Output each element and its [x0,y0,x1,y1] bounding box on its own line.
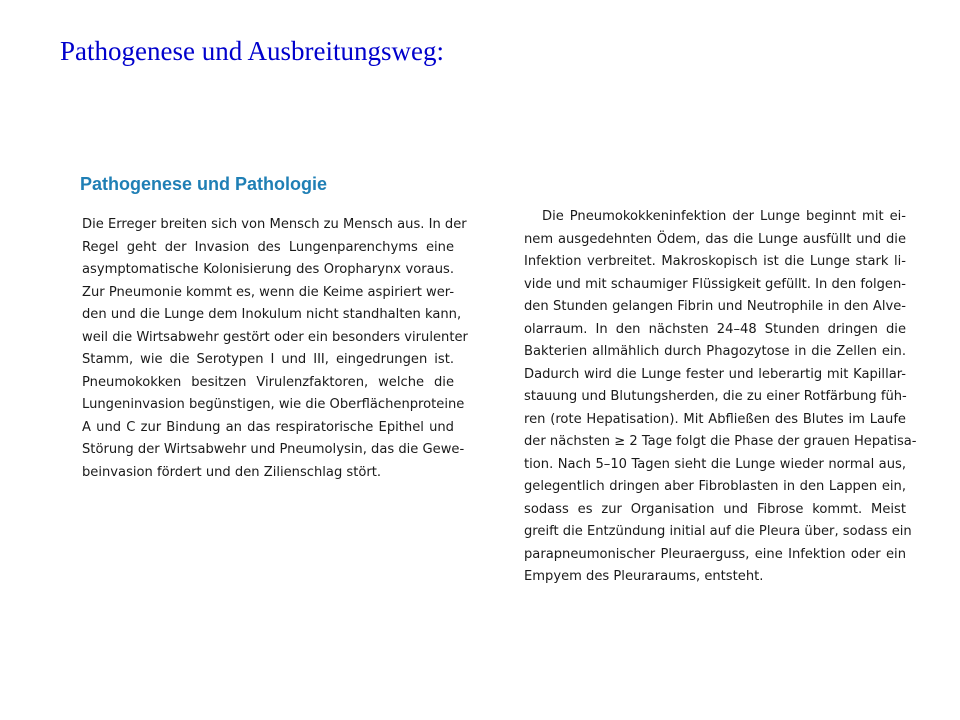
excerpt-heading: Pathogenese und Pathologie [80,174,328,194]
text-line: tion. Nach 5–10 Tagen sieht die Lunge wieder normal aus, [524,456,906,472]
text-line: A und C zur Bindung an das respiratorische Epithel und [82,419,454,435]
text-line: Bakterien allmählich durch Phagozytose in die Zellen ein. [524,344,906,359]
text-line: ren (rote Hepatisation). Mit Abfließen des Blutes im Laufe [524,411,906,427]
text-line: nem ausgedehnten Ödem, das die Lunge ausfüllt und die [524,231,906,247]
right-column-text [524,206,917,589]
text-line: Die Erreger breiten sich von Mensch zu Mensch aus. In der [82,217,467,232]
text-line: den Stunden gelangen Fibrin und Neutrophile in den Alve- [524,299,906,314]
slide-title: Pathogenese und Ausbreitungsweg: [60,36,444,66]
text-line: den und die Lunge dem Inokulum nicht standhalten kann, [82,307,462,322]
text-line: gelegentlich dringen aber Fibroblasten in den Lappen ein, [524,479,906,494]
text-line: asymptomatische Kolonisierung des Oropharynx voraus. [82,262,454,277]
text-line: vide und mit schaumiger Flüssigkeit gefüllt. In den folgen- [524,276,906,292]
text-line: Die Pneumokokkeninfektion der Lunge beginnt mit ei- [542,209,906,224]
text-line: Pneumokokken besitzen Virulenzfaktoren, welche die [82,374,454,390]
book-excerpt-image [72,168,922,618]
text-line: beinvasion fördert und den Zilienschlag stört. [82,464,382,480]
left-column-text [82,214,468,484]
text-line: parapneumonischer Pleuraerguss, eine Infektion oder ein [524,546,906,562]
text-line: stauung und Blutungsherden, die zu einer Rotfärbung füh- [524,389,907,404]
text-line: Störung der Wirtsabwehr und Pneumolysin, das die Gewe- [82,442,465,457]
text-line: Regel geht der Invasion des Lungenparenchyms eine [82,239,454,255]
text-line: olarraum. In den nächsten 24–48 Stunden dringen die [524,321,906,337]
text-line: Empyem des Pleuraraums, entsteht. [524,569,764,584]
text-line: Lungeninvasion begünstigen, wie die Oberflächenproteine [82,397,465,412]
text-line: Zur Pneumonie kommt es, wenn die Keime aspiriert wer- [82,284,455,300]
text-line: Infektion verbreitet. Makroskopisch ist die Lunge stark li- [524,254,906,269]
text-line: sodass es zur Organisation und Fibrose kommt. Meist [524,501,906,517]
text-line: weil die Wirtsabwehr gestört oder ein besonders virulenter [82,329,468,345]
text-line: Stamm, wie die Serotypen I und III, eingedrungen ist. [82,352,454,367]
text-line: der nächsten ≥ 2 Tage folgt die Phase der grauen Hepatisa- [524,434,917,449]
text-line: greift die Entzündung initial auf die Pleura über, sodass ein [524,524,912,539]
text-line: Dadurch wird die Lunge fester und leberartig mit Kapillar- [524,366,906,382]
